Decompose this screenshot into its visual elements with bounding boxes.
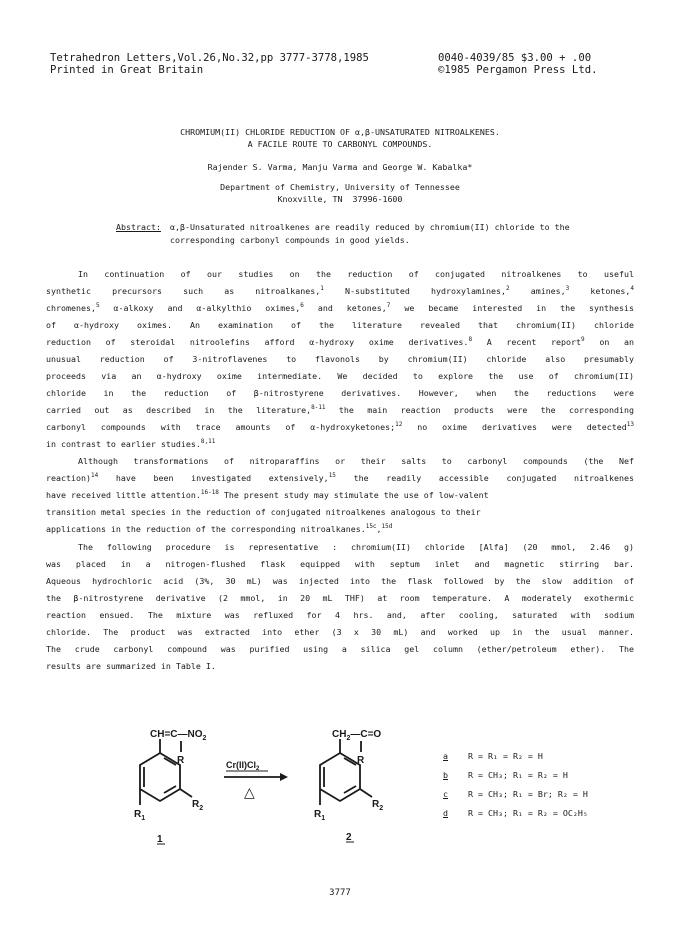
body-line: Although transformations of nitroparaffins or their salts to carbonyl compounds (the Nef	[78, 456, 634, 466]
body-line: reduction of steroidal nitroolefins afford α-hydroxy oxime derivatives.$^8$ A recent report$^9$ on an	[46, 336, 634, 347]
product-side-chain: $CH_2—C=O$	[332, 729, 382, 742]
reaction-scheme	[110, 725, 430, 855]
benzene-ring-2	[320, 753, 360, 801]
reagent-label: $Cr(II)Cl_2$	[226, 760, 260, 772]
body-line: In continuation of our studies on the reduction of conjugated nitroalkenes to useful	[78, 269, 634, 279]
body-line: chromenes,$^5$ α-alkoxy and α-alkylthio oximes,$^6$ and ketones,$^7$ we became interested in the synthesis	[46, 302, 635, 313]
affiliation-line-1: Department of Chemistry, University of Tennessee	[220, 182, 460, 192]
benzene-ring-1	[140, 753, 180, 801]
body-line: chloride. The product was extracted into ether (3 x 30 mL) and worked up in the usual manner.	[46, 627, 634, 637]
sm-r-label: R	[177, 755, 185, 766]
compound-number-1: 1	[157, 834, 163, 845]
body-line: carried out as described in the literature,$^{8-11}$ the main reaction products were the corresponding	[46, 404, 634, 415]
body-line: have received little attention.$^{16-18}$ The present study may stimulate the use of low-valent	[46, 489, 489, 500]
page-number: 3777	[329, 888, 351, 898]
product-r1-label: $R_1$	[314, 809, 326, 822]
product-r-label: R	[357, 755, 365, 766]
printed-in: Printed in Great Britain	[50, 64, 204, 76]
abstract-text: α,β-Unsaturated nitroalkenes are readily reduced by chromium(II) chloride to the corresponding carbonyl compounds in good yields.	[169, 222, 570, 245]
body-line: the β-nitrostyrene derivative (2 mmol, in 20 mL THF) at room temperature. A moderately exothermic	[46, 593, 634, 603]
body-line: The following procedure is representative : chromium(II) chloride [Alfa] (20 mmol, 2.46 g)	[78, 542, 634, 552]
substituent-d: d R = CH₃; R₁ = R₂ = OC₂H₅	[443, 808, 588, 818]
substituent-c: c R = CH₃; R₁ = Br; R₂ = H	[443, 789, 588, 799]
body-line: was placed in a nitrogen-flushed flask equipped with septum inlet and magnetic stirring bar.	[46, 559, 634, 569]
affiliation-line-2: Knoxville, TN 37996-1600	[277, 194, 403, 204]
compound-number-2: 2	[346, 832, 352, 843]
heat-symbol: △	[244, 784, 255, 800]
copyright: ©1985 Pergamon Press Ltd.	[438, 64, 598, 76]
body-line: proceeds via an α-hydroxy oxime intermediate. We decided to explore the use of chromium(II)	[46, 371, 634, 381]
issn-price: 0040-4039/85 $3.00 + .00	[438, 52, 592, 64]
body-line: Aqueous hydrochloric acid (3%, 30 mL) was injected into the flask followed by the slow addition of	[46, 576, 634, 586]
product-r2-label: $R_2$	[372, 799, 384, 812]
substituent-a: a R = R₁ = R₂ = H	[443, 751, 543, 761]
abstract	[116, 221, 586, 246]
journal-citation: Tetrahedron Letters,Vol.26,No.32,pp 3777-3778,1985	[50, 52, 369, 64]
body-line: The crude carbonyl compound was purified using a silica gel column (ether/petroleum ether). The	[46, 644, 634, 654]
body-line: results are summarized in Table I.	[46, 661, 216, 671]
authors: Rajender S. Varma, Manju Varma and George W. Kabalka*	[207, 162, 473, 172]
substituent-b: b R = CH₃; R₁ = R₂ = H	[443, 770, 568, 780]
body-line: in contrast to earlier studies.$^{8,11}$	[46, 438, 216, 449]
body-line: chloride in the reduction of β-nitrostyrene derivatives. However, when the reductions were	[46, 388, 634, 398]
body-line: reaction)$^{14}$ have been investigated extensively,$^{15}$ the readily accessible conjugated nitroalkenes	[46, 472, 635, 483]
body-line: synthetic precursors such as nitroalkanes,$^1$ N-substituted hydroxylamines,$^2$ amines,$^3$ ketones,$^4$	[46, 285, 634, 296]
abstract-label: Abstract:	[116, 222, 161, 232]
sm-r1-label: $R_1$	[134, 809, 146, 822]
body-line: transition metal species in the reduction of conjugated nitroalkenes analogous to their	[46, 507, 481, 517]
body-line: carbonyl compounds with trace amounts of α-hydroxyketones;$^{12}$ no oxime derivatives were detected$^{13}$	[46, 421, 634, 432]
body-line: of α-hydroxy oximes. An examination of the literature revealed that chromium(II) chloride	[46, 320, 634, 330]
body-line: applications in the reduction of the corresponding nitroalkanes.$^{15c}$,$^{15d}$	[46, 523, 393, 534]
body-line: reaction ensued. The mixture was refluxed for 4 hrs. and, after cooling, saturated with sodium	[46, 610, 634, 620]
sm-r2-label: $R_2$	[192, 799, 204, 812]
starting-material-side-chain: $CH=C—NO_2$	[150, 729, 207, 742]
body-line: unusual reduction of 3-nitroflavenes to flavonols by chromium(II) chloride also presumably	[46, 354, 634, 364]
title-line-2: A FACILE ROUTE TO CARBONYL COMPOUNDS.	[247, 139, 433, 149]
title-line-1: CHROMIUM(II) CHLORIDE REDUCTION OF α,β-UNSATURATED NITROALKENES.	[180, 127, 500, 137]
